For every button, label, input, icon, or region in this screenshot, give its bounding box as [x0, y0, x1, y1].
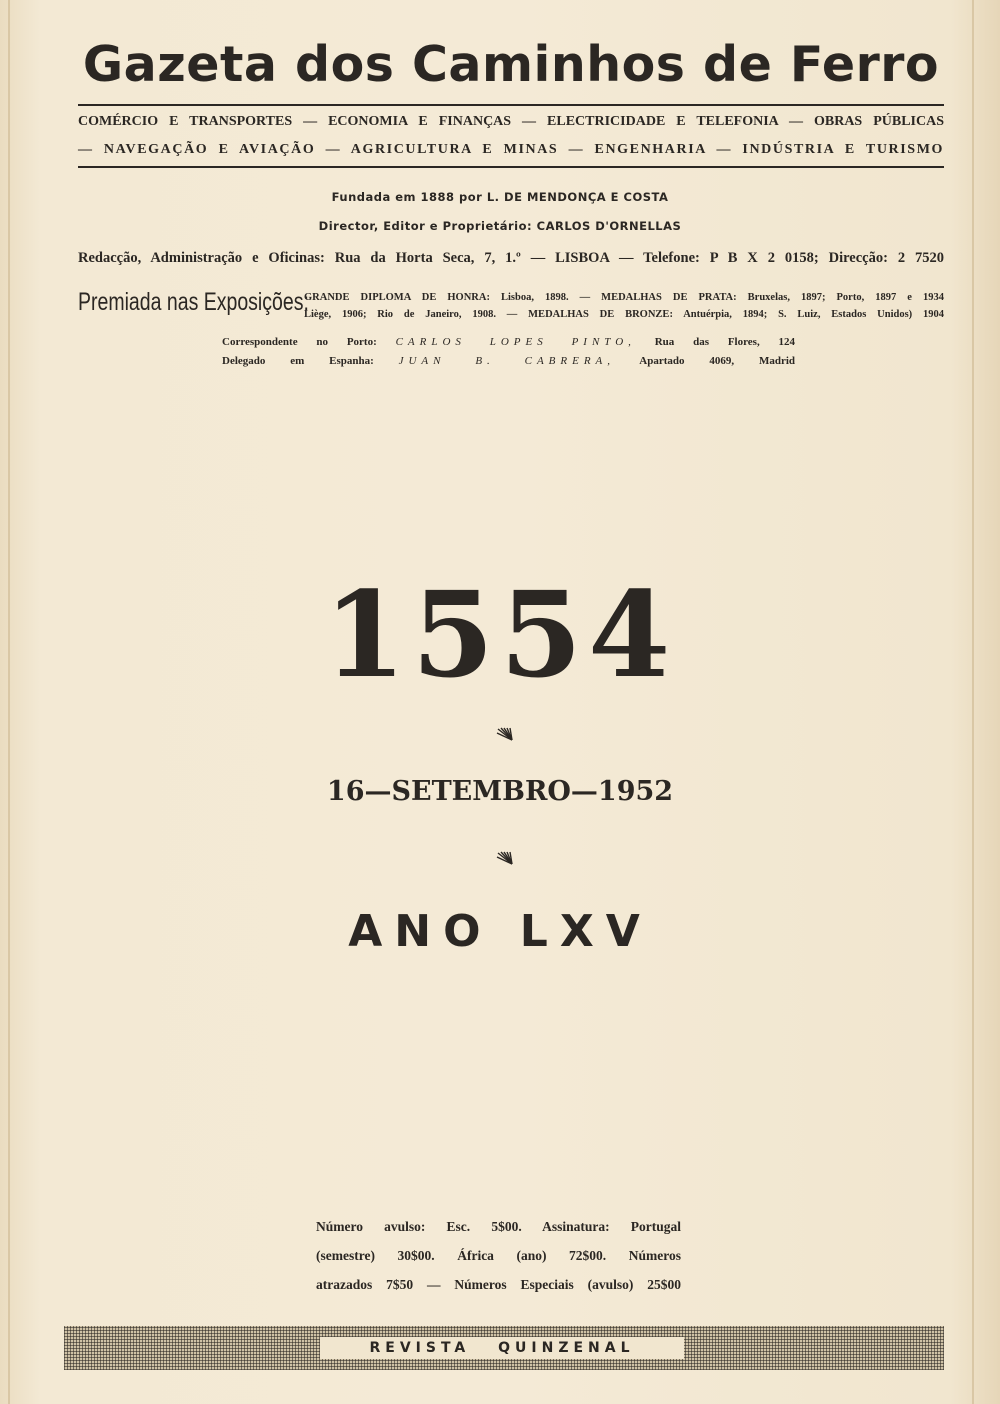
awards-line-2: Liège, 1906; Rio de Janeiro, 1908. — MEDALHAS DE BRONZE: Antuérpia, 1894; S. Luiz, Estados Unidos) 1904	[304, 309, 944, 320]
fan-ornament-icon	[496, 727, 514, 741]
topics-line-1: COMÉRCIO E TRANSPORTES — ECONOMIA E FINANÇAS — ELECTRICIDADE E TELEFONIA — OBRAS PÚBLICAS	[78, 114, 944, 129]
correspondent-line	[222, 333, 795, 351]
correspondent-address: Rua das Flores, 124	[654, 336, 796, 348]
issue-date: 16—SETEMBRO—1952	[326, 776, 674, 807]
awards-text	[304, 289, 944, 323]
prices-block	[316, 1212, 681, 1299]
issue-number: 1554	[323, 565, 677, 704]
founded-line: Fundada em 1888 por L. DE MENDONÇA E COSTA	[331, 190, 669, 204]
page-edge-right	[972, 0, 974, 1404]
address-line: Redacção, Administração e Oficinas: Rua da Horta Seca, 7, 1.º — LISBOA — Telefone: P B X 2 0158; Direcção: 2 7520	[78, 250, 944, 266]
prices-line-1: Número avulso: Esc. 5$00. Assinatura: Portugal	[316, 1219, 681, 1234]
awards-line-1: GRANDE DIPLOMA DE HONRA: Lisboa, 1898. — MEDALHAS DE PRATA: Bruxelas, 1897; Porto, 1897 e 1934	[304, 292, 944, 303]
delegate-label: Delegado em Espanha:	[222, 355, 374, 367]
volume-year: ANO LXV	[348, 906, 652, 957]
prices-line-2: (semestre) 30$00. África (ano) 72$00. Números	[316, 1248, 681, 1263]
director-line: Director, Editor e Proprietário: CARLOS D'ORNELLAS	[318, 219, 682, 233]
correspondent-name: CARLOS LOPES PINTO,	[395, 336, 636, 348]
fan-ornament-icon	[496, 851, 514, 865]
topics-line-2: — NAVEGAÇÃO E AVIAÇÃO — AGRICULTURA E MINAS — ENGENHARIA — INDÚSTRIA E TURISMO	[78, 142, 944, 157]
rule-bottom	[78, 166, 944, 168]
masthead-title: Gazeta dos Caminhos de Ferro	[82, 36, 940, 93]
page-edge-left	[8, 0, 10, 1404]
prices-line-3: atrazados 7$50 — Números Especiais (avulso) 25$00	[316, 1277, 681, 1292]
correspondent-label: Correspondente no Porto:	[222, 336, 377, 348]
delegate-name: JUAN B. CABRERA,	[398, 355, 616, 367]
delegate-address: Apartado 4069, Madrid	[639, 355, 795, 367]
awards-label: Premiada nas Exposições:	[78, 288, 309, 316]
rule-top	[78, 104, 944, 106]
footer-label: REVISTA QUINZENAL	[320, 1337, 684, 1359]
awards-block	[78, 288, 944, 322]
delegate-line	[222, 352, 795, 370]
